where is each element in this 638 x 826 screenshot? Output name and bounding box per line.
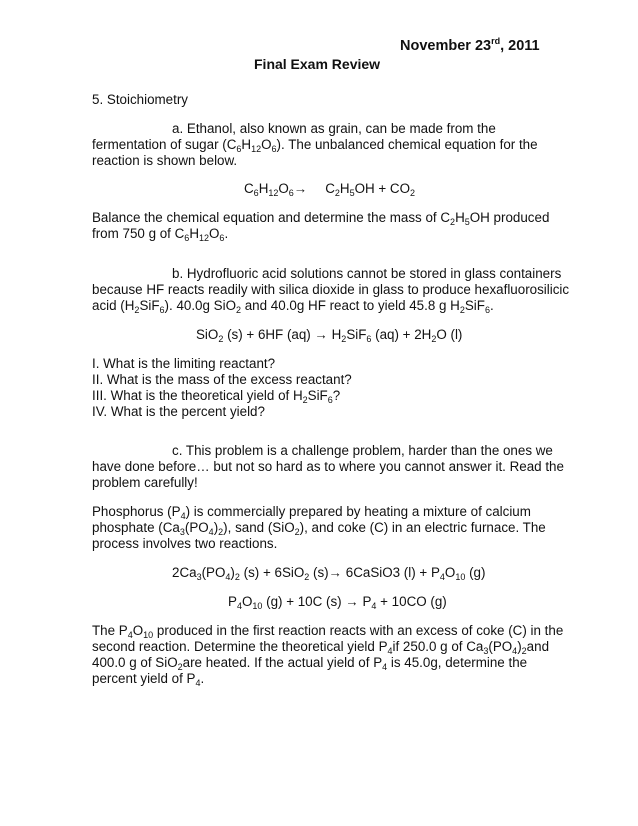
subscript: 5	[349, 188, 355, 198]
subscript: 2	[177, 662, 183, 672]
arrow-icon: →	[293, 181, 308, 196]
part-c-paragraph-line-2	[92, 520, 546, 536]
part-b-equation	[196, 327, 462, 343]
text-run: H	[241, 137, 252, 152]
text-run: P	[228, 594, 237, 609]
text-run: ). 40.0g SiO	[164, 298, 236, 313]
part-a-line-2	[92, 137, 538, 153]
text-run: (g)	[465, 565, 486, 580]
date-text: November 23	[400, 38, 492, 54]
text-run: Phosphorus (P	[92, 504, 181, 519]
subscript: 4	[195, 678, 201, 688]
text-run: H	[189, 226, 199, 241]
date-suffix: rd	[491, 36, 501, 46]
part-b-line-3	[92, 298, 494, 314]
subscript: 2	[521, 646, 527, 656]
subscript: 6	[271, 144, 277, 154]
part-b-line-1: b. Hydrofluoric acid solutions cannot be stored in glass containers	[172, 266, 562, 281]
subscript: 6	[327, 395, 333, 405]
part-b-question-3	[92, 388, 340, 404]
text-run: SiF	[346, 327, 367, 342]
text-run: )	[213, 520, 219, 535]
text-run: produced in the first reaction reacts with an excess of coke (C) in the	[153, 623, 564, 638]
text-run: 400.0 g of SiO	[92, 655, 178, 670]
subscript: 10	[143, 630, 154, 640]
text-run: O	[261, 137, 272, 152]
text-run: O	[278, 181, 289, 196]
text-run: .	[200, 671, 205, 686]
text-run: percent yield of P	[92, 671, 196, 686]
subscript: 4	[439, 572, 445, 582]
text-run: H	[258, 181, 269, 196]
text-run: second reaction. Determine the theoretical yield P	[92, 639, 388, 654]
text-run: (PO	[488, 639, 513, 654]
part-b-question-2: II. What is the mass of the excess reactant?	[92, 372, 352, 387]
text-run: )	[517, 639, 522, 654]
subscript: 6	[159, 305, 165, 315]
date-line	[400, 38, 540, 54]
text-run: ) is commercially prepared by heating a mixture of calcium	[185, 504, 531, 519]
subscript: 2	[334, 188, 340, 198]
arrow-icon: →	[345, 594, 359, 609]
subscript: 10	[252, 601, 263, 611]
subscript: 2	[302, 395, 308, 405]
subscript: 4	[208, 527, 214, 537]
text-run: Balance the chemical equation and determine the mass of C	[92, 210, 451, 225]
text-run: C	[244, 181, 254, 196]
subscript: 6	[236, 144, 242, 154]
subscript: 2	[236, 305, 242, 315]
subscript: 2	[450, 217, 456, 227]
text-run: C	[325, 181, 335, 196]
subscript: 6	[219, 233, 225, 243]
text-run: H	[455, 210, 465, 225]
subscript: 4	[371, 601, 377, 611]
arrow-icon: →	[328, 565, 343, 580]
text-run: (s) + 6SiO	[239, 565, 305, 580]
subscript: 2	[304, 572, 310, 582]
part-c-line-3: problem carefully!	[92, 475, 198, 490]
section-heading: 5. Stoichiometry	[92, 92, 189, 107]
text-run: O (l)	[436, 327, 463, 342]
subscript: 4	[127, 630, 133, 640]
part-a-equation	[244, 181, 415, 197]
text-run: ), sand (SiO	[223, 520, 295, 535]
arrow-icon: →	[314, 327, 328, 342]
text-run: )	[230, 565, 235, 580]
subscript: 2	[341, 334, 347, 344]
part-c-line-1: c. This problem is a challenge problem, harder than the ones we	[172, 443, 553, 458]
text-run: SiF	[464, 298, 485, 313]
text-run: is 45.0g, determine the	[387, 655, 528, 670]
text-run: ), and coke (C) in an electric furnace. The	[299, 520, 546, 535]
text-run: SiO	[196, 327, 219, 342]
subscript: 4	[236, 601, 242, 611]
subscript: 3	[483, 646, 489, 656]
subscript: 4	[382, 662, 388, 672]
subscript: 6	[288, 188, 294, 198]
subscript: 2	[294, 527, 300, 537]
subscript: 3	[179, 527, 185, 537]
part-a-line-3: reaction is shown below.	[92, 153, 238, 168]
subscript: 4	[180, 511, 186, 521]
subscript: 4	[225, 572, 231, 582]
part-c-final-line-1	[92, 623, 563, 639]
subscript: 4	[387, 646, 393, 656]
subscript: 2	[410, 188, 416, 198]
text-run: are heated. If the actual yield of P	[182, 655, 383, 670]
subscript: 2	[218, 527, 224, 537]
text-run: (s)	[309, 565, 329, 580]
part-c-final-line-2	[92, 639, 549, 655]
part-c-equation-1	[172, 565, 485, 581]
part-c-paragraph-line-1	[92, 504, 531, 520]
text-run: acid (H	[92, 298, 135, 313]
subscript: 2	[134, 305, 140, 315]
text-run: SiF	[139, 298, 160, 313]
part-c-final-line-3	[92, 655, 527, 671]
part-b-question-1: I. What is the limiting reactant?	[92, 356, 276, 371]
text-run: H	[339, 181, 350, 196]
text-run: P	[358, 594, 372, 609]
text-run: SiF	[307, 388, 328, 403]
part-a-line-1: a. Ethanol, also known as grain, can be made from the	[172, 121, 496, 136]
subscript: 12	[251, 144, 262, 154]
text-run: if 250.0 g of Ca	[392, 639, 484, 654]
subscript: 12	[268, 188, 279, 198]
subscript: 3	[196, 572, 202, 582]
part-c-equation-2	[228, 594, 447, 610]
subscript: 12	[198, 233, 209, 243]
text-run: The P	[92, 623, 128, 638]
page-title: Final Exam Review	[254, 56, 381, 72]
text-run: 6CaSiO3 (l) + P	[342, 565, 440, 580]
subscript: 6	[253, 188, 259, 198]
text-run: and	[526, 639, 550, 654]
part-a-question-line-1	[92, 210, 549, 226]
part-b-question-4: IV. What is the percent yield?	[92, 404, 265, 419]
text-run: O	[209, 226, 220, 241]
text-run: (aq) + 2H	[371, 327, 432, 342]
date-year: , 2011	[500, 38, 540, 54]
text-run: O	[444, 565, 456, 580]
text-run: III. What is the theoretical yield of H	[92, 388, 303, 403]
subscript: 4	[512, 646, 518, 656]
part-a-question-line-2	[92, 226, 228, 242]
text-run: (s) + 6HF (aq)	[223, 327, 315, 342]
text-run: and 40.0g HF react to yield 45.8 g H	[241, 298, 460, 313]
subscript: 2	[218, 334, 224, 344]
text-run: 2Ca	[172, 565, 197, 580]
subscript: 2	[431, 334, 437, 344]
text-run: fermentation of sugar (C	[92, 137, 237, 152]
text-run: + 10CO (g)	[376, 594, 447, 609]
text-run: .	[489, 298, 494, 313]
text-run: OH produced	[469, 210, 550, 225]
text-run: H	[327, 327, 342, 342]
part-c-line-2: have done before… but not so hard as to where you cannot answer it. Read the	[92, 459, 564, 474]
text-run: (PO	[201, 565, 226, 580]
text-run: O	[241, 594, 253, 609]
text-run: ?	[332, 388, 341, 403]
text-run: O	[132, 623, 144, 638]
subscript: 2	[234, 572, 240, 582]
text-run: OH + CO	[354, 181, 411, 196]
part-c-paragraph-line-3: process involves two reactions.	[92, 536, 278, 551]
text-run: (g) + 10C (s)	[262, 594, 346, 609]
part-c-final-line-4	[92, 671, 204, 687]
subscript: 10	[455, 572, 466, 582]
subscript: 6	[184, 233, 190, 243]
part-b-line-2: because HF reacts readily with silica dioxide in glass to produce hexafluorosilicic	[92, 282, 570, 297]
text-run: .	[224, 226, 229, 241]
text-run: (PO	[184, 520, 209, 535]
text-run: ). The unbalanced chemical equation for the	[276, 137, 538, 152]
text-run: from 750 g of C	[92, 226, 185, 241]
subscript: 6	[484, 305, 490, 315]
subscript: 5	[464, 217, 470, 227]
text-run: phosphate (Ca	[92, 520, 180, 535]
subscript: 6	[366, 334, 372, 344]
subscript: 2	[459, 305, 465, 315]
